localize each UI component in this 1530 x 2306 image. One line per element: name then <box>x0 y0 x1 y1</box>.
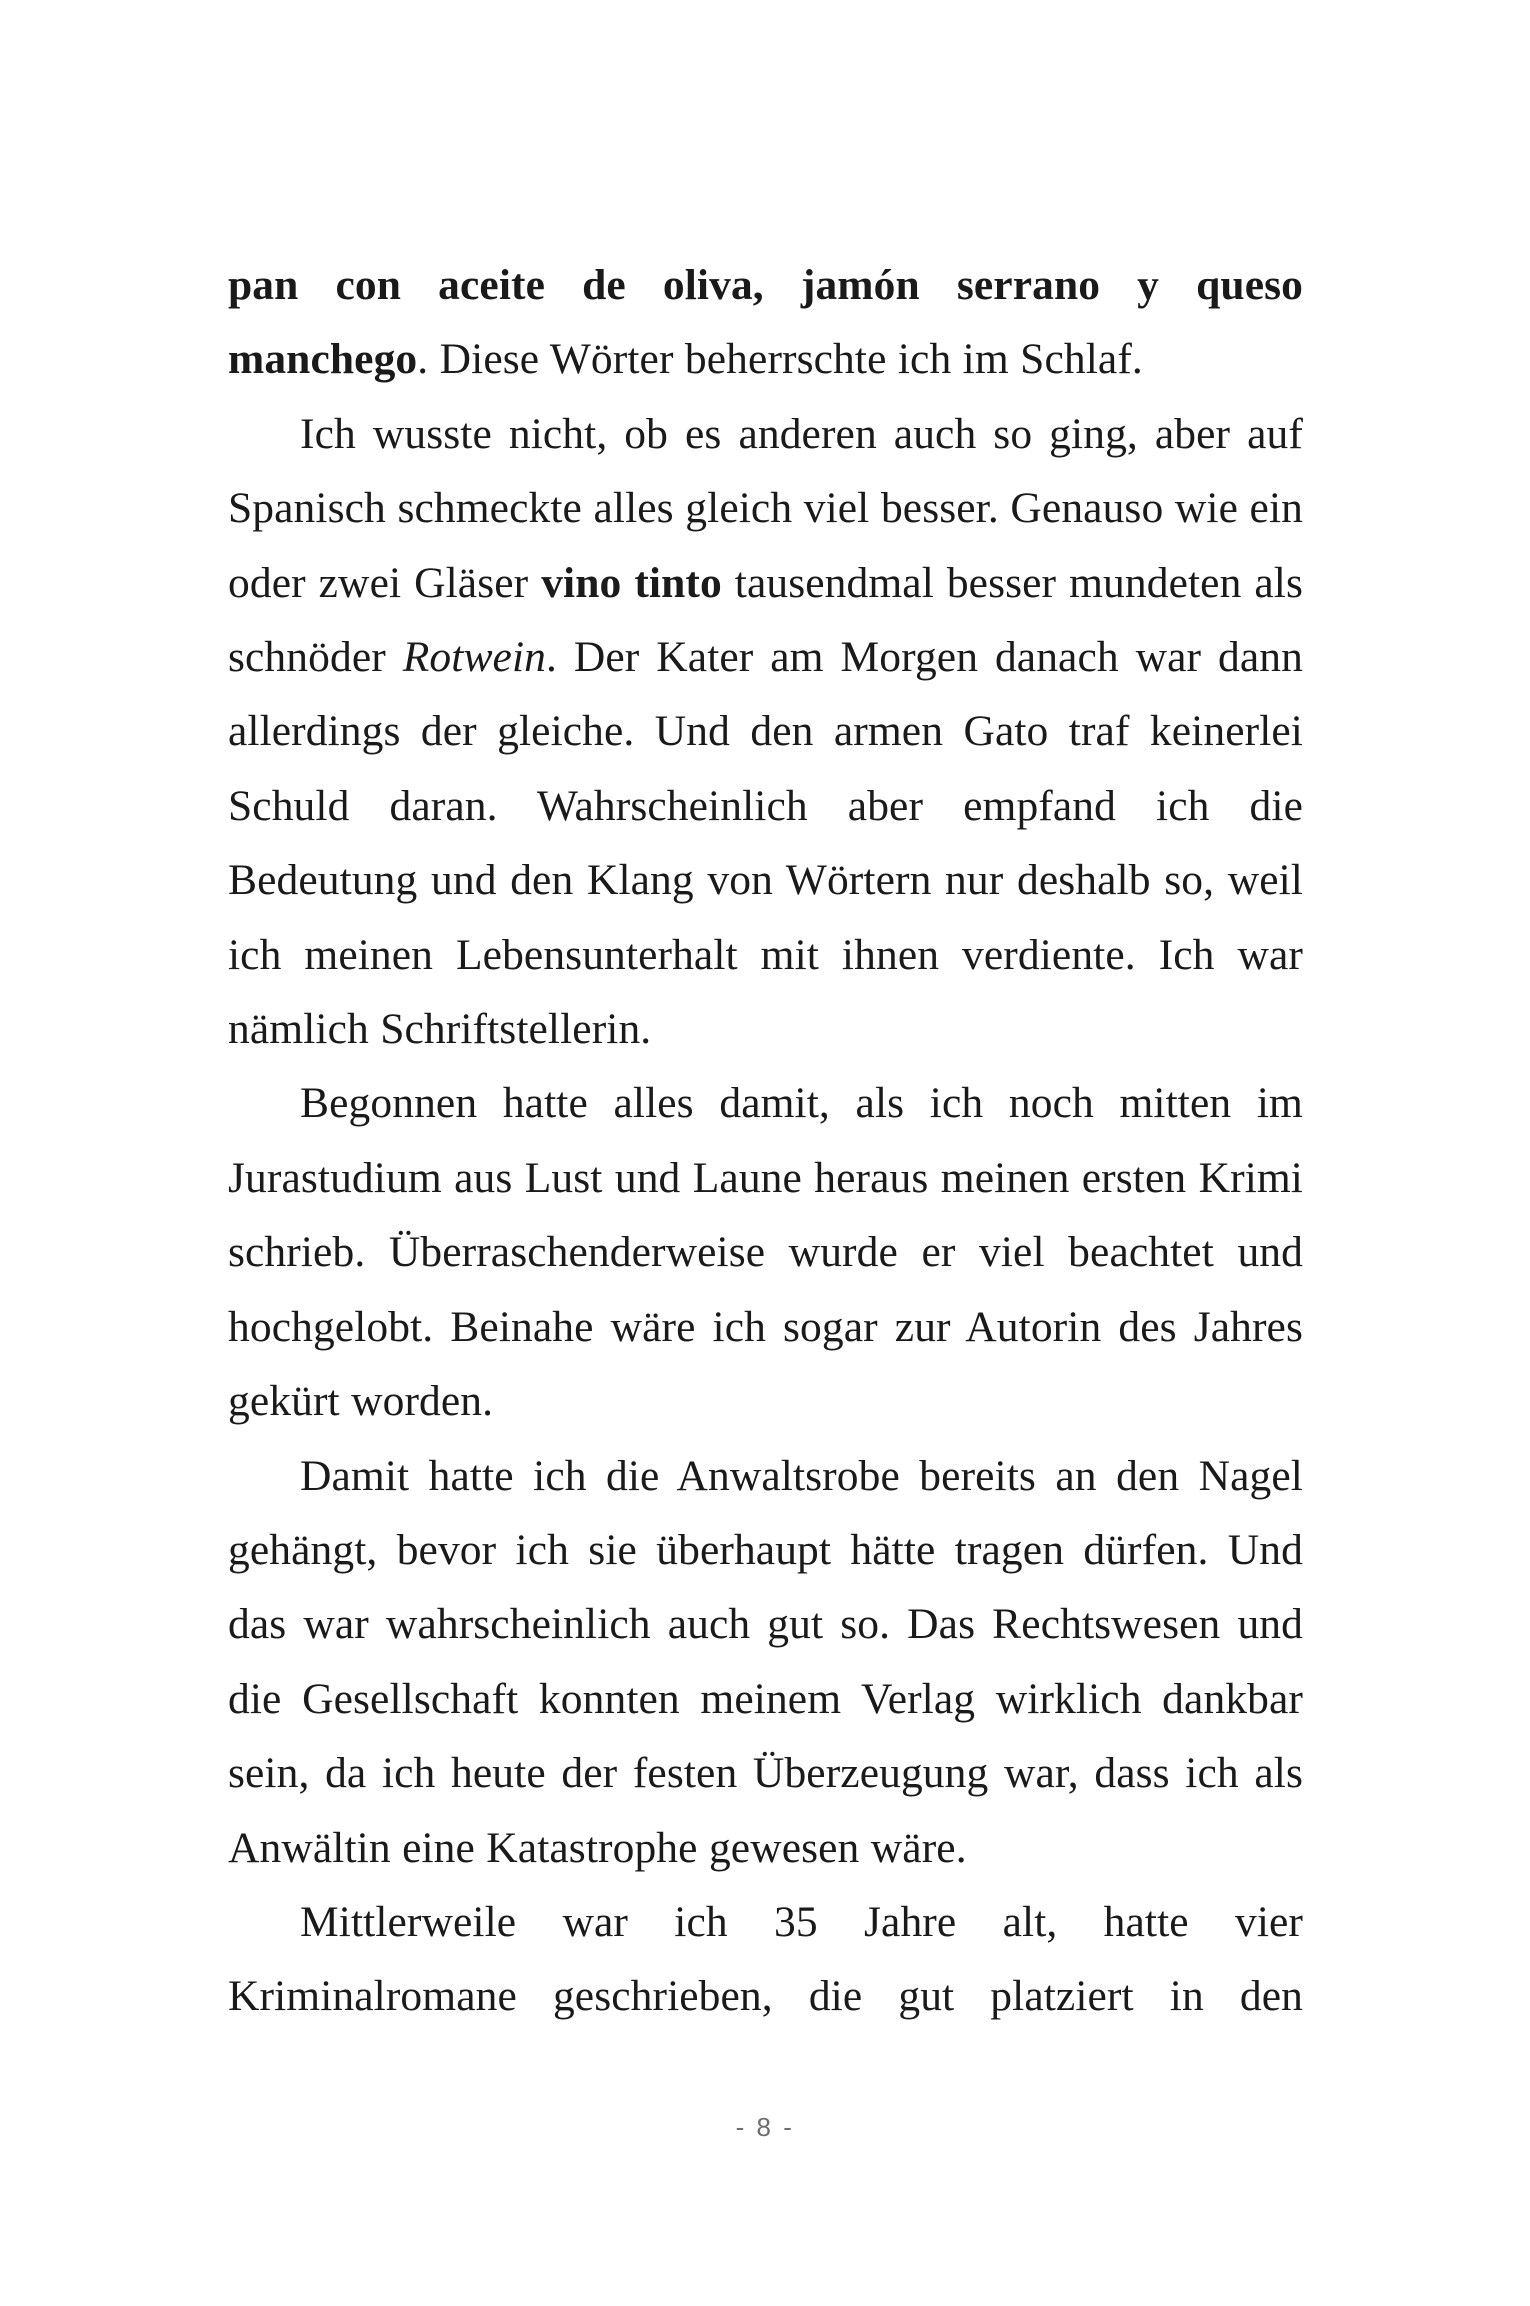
paragraph-2-run-3: tausendmal besser mundeten als schnöder <box>228 558 1303 682</box>
paragraph-5 <box>228 1885 1303 2034</box>
spanish-food-phrase: pan con aceite de oliva, jamón serrano y queso manchego <box>228 261 1303 384</box>
paragraph-2 <box>228 397 1303 1067</box>
page-text-block <box>228 248 1303 2034</box>
rotwein-word: Rotwein <box>402 633 546 682</box>
paragraph-4-text: Damit hatte ich die Anwaltsrobe bereits an den Nagel gehängt, bevor ich sie überhaupt hätte tragen dürfen. Und das war wahrscheinlich auch gut so. Das Rechtswesen und die Gesellschaft konnten meinem Verlag wirklich dankbar sein, da ich heute der festen Überzeugung war, dass ich als Anwältin eine Katastrophe gewesen wäre. <box>228 1451 1303 1872</box>
paragraph-2-run-1: Ich wusste nicht, ob es anderen auch so ging, aber auf Spanisch schmeckte alles gleich viel besser. Genauso wie ein oder zwei Gläser <box>228 409 1303 607</box>
paragraph-1 <box>228 248 1303 397</box>
paragraph-3 <box>228 1066 1303 1438</box>
paragraph-1-rest: . Diese Wörter beherrschte ich im Schlaf. <box>417 335 1143 384</box>
vino-tinto-phrase: vino tinto <box>541 558 722 607</box>
paragraph-5-text: Mittlerweile war ich 35 Jahre alt, hatte vier Kriminalromane geschrieben, die gut platziert in den <box>228 1897 1303 2021</box>
paragraph-2-run-5: . Der Kater am Morgen danach war dann allerdings der gleiche. Und den armen Gato traf keinerlei Schuld daran. Wahrscheinlich aber empfand ich die Bedeutung und den Klang von Wörtern nur deshalb so, weil ich meinen Lebensunterhalt mit ihnen verdiente. Ich war nämlich Schriftstellerin. <box>228 633 1303 1054</box>
paragraph-3-text: Begonnen hatte alles damit, als ich noch mitten im Jurastudium aus Lust und Laune heraus meinen ersten Krimi schrieb. Überraschenderweise wurde er viel beachtet und hochgelobt. Beinahe wäre ich sogar zur Autorin des Jahres gekürt worden. <box>228 1079 1303 1426</box>
paragraph-4 <box>228 1439 1303 1885</box>
page-number: - 8 - <box>735 2112 795 2142</box>
